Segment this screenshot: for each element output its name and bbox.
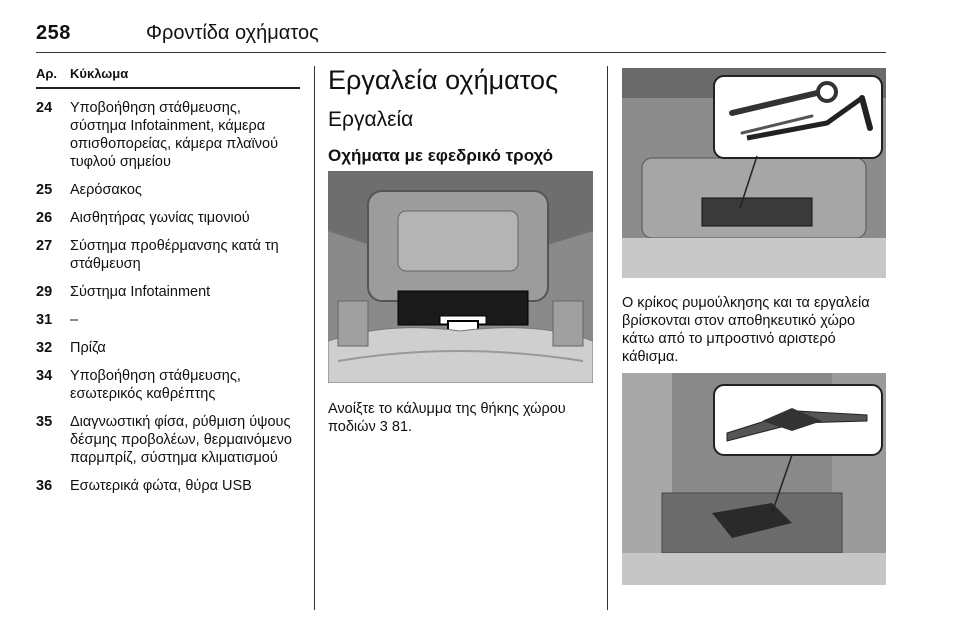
row-text: Διαγνωστική φίσα, ρύθμιση ύψους δέσμης προβολέων, θερμαινόμενο παρμπρίζ, σύστημα κλιματισμού xyxy=(70,414,292,466)
table-row xyxy=(36,477,300,495)
paragraph-2 xyxy=(622,294,886,366)
row-text: Υποβοήθηση στάθμευσης, σύστημα Infotainment, κάμερα οπισθοπορείας, κάμερα πλαϊνού τυφλού σημείου xyxy=(70,100,278,170)
row-text: Αερόσακος xyxy=(70,182,142,198)
paragraph-1 xyxy=(328,400,596,436)
table-row xyxy=(36,413,300,467)
row-text: Εσωτερικά φώτα, θύρα USB xyxy=(70,478,252,494)
tools-section xyxy=(328,64,596,166)
reference-icon: 3 xyxy=(379,419,388,435)
jack-figure xyxy=(622,373,886,585)
row-num: 24 xyxy=(36,100,53,116)
table-row xyxy=(36,367,300,403)
table-row xyxy=(36,311,300,329)
row-num: 34 xyxy=(36,368,53,384)
paragraph-text: Ανοίξτε το κάλυμμα της θήκης χώρου ποδιών xyxy=(328,401,566,435)
row-num: 36 xyxy=(36,478,53,494)
row-text: Αισθητήρας γωνίας τιμονιού xyxy=(70,210,250,226)
row-text: Σύστημα Infotainment xyxy=(70,284,211,300)
footwell-storage-figure xyxy=(328,171,593,383)
row-num: 32 xyxy=(36,340,53,356)
table-row xyxy=(36,209,300,227)
page-number: 258 xyxy=(36,22,71,44)
row-num: 25 xyxy=(36,182,53,198)
row-num: 29 xyxy=(36,284,53,300)
page-header xyxy=(36,22,886,52)
row-text: Υποβοήθηση στάθμευσης, εσωτερικός καθρέπτης xyxy=(70,368,241,402)
row-num: 31 xyxy=(36,312,53,328)
column-divider xyxy=(607,66,608,610)
fuse-table xyxy=(36,66,300,495)
row-num: 26 xyxy=(36,210,53,226)
header-rule xyxy=(36,52,886,53)
table-row xyxy=(36,283,300,301)
page-title: Φροντίδα οχήματος xyxy=(146,22,319,44)
table-row xyxy=(36,99,300,171)
section-heading: Εργαλεία οχήματος xyxy=(328,65,559,95)
col-item-header: Κύκλωμα xyxy=(70,66,129,81)
reference-page[interactable]: 81. xyxy=(391,419,413,435)
row-text: Πρίζα xyxy=(70,340,106,356)
row-text: Σύστημα προθέρμανσης κατά τη στάθμευση xyxy=(70,238,279,272)
section-subheading: Εργαλεία xyxy=(328,108,414,131)
tools-figure xyxy=(622,68,886,278)
row-text: – xyxy=(70,312,79,328)
table-row xyxy=(36,237,300,273)
section-subsubheading: Οχήματα με εφεδρικό τροχό xyxy=(328,146,554,165)
paragraph-text: Ο κρίκος ρυμούλκησης και τα εργαλεία βρίσκονται στον αποθηκευτικό χώρο κάτω από το μπροστινό αριστερό κάθισμα. xyxy=(622,295,870,365)
table-header xyxy=(36,66,300,89)
column-divider xyxy=(314,66,315,610)
table-row xyxy=(36,339,300,357)
col-num-header: Αρ. xyxy=(36,66,58,81)
row-num: 35 xyxy=(36,414,53,430)
row-num: 27 xyxy=(36,238,53,254)
table-row xyxy=(36,181,300,199)
